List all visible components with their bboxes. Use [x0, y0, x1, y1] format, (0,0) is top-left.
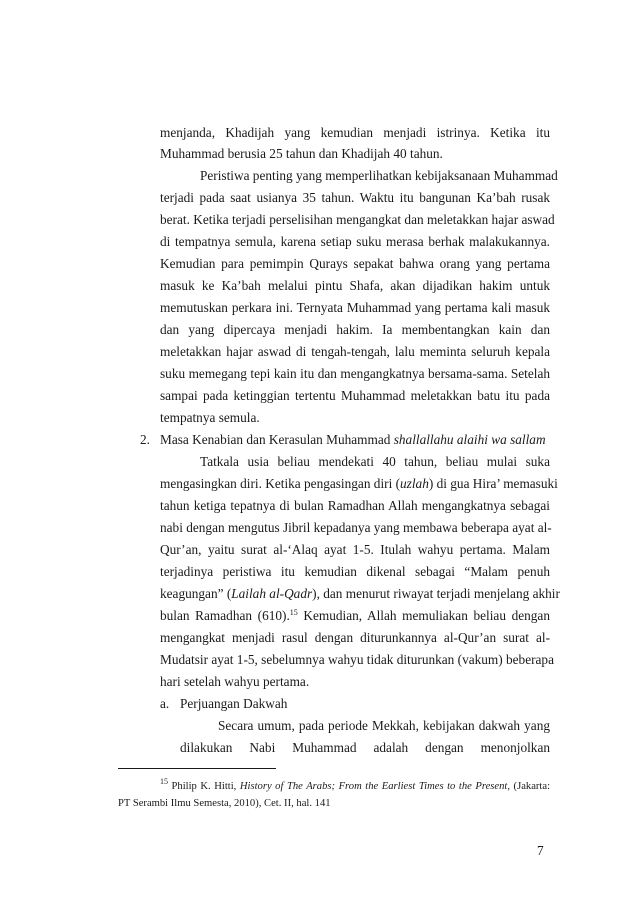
body-line: menjanda, Khadijah yang kemudian menjadi istrinya. Ketika itu — [160, 125, 550, 140]
footnote-ref: 15 — [289, 608, 298, 617]
body-line: Peristiwa penting yang memperlihatkan kebijaksanaan Muhammad — [200, 168, 558, 183]
body-line: masuk ke Ka’bah melalui pintu Shafa, akan dijadikan hakim untuk — [160, 278, 550, 293]
sub-list-letter: a. — [160, 696, 170, 711]
list-item-number: 2. — [140, 432, 150, 447]
body-line: tempatnya semula. — [160, 410, 260, 425]
text-run: ), dan menurut riwayat terjadi menjelang akhir — [312, 586, 560, 601]
body-line: Qur’an, yaitu surat al-‘Alaq ayat 1-5. Itulah wahyu pertama. Malam — [160, 542, 550, 557]
body-line: berat. Ketika terjadi perselisihan mengangkat dan meletakkan hajar aswad — [160, 212, 555, 227]
body-line — [160, 586, 560, 602]
footnote-author: Philip K. Hitti, — [168, 781, 240, 792]
body-line: meletakkan hajar aswad di tengah-tengah, lalu meminta seluruh kepala — [160, 344, 550, 359]
body-line: dan yang dipercaya menjadi hakim. Ia membentangkan kain dan — [160, 322, 550, 337]
footnote-separator — [118, 768, 276, 769]
page-number: 7 — [537, 843, 544, 858]
body-line: terjadi pada saat usianya 35 tahun. Waktu itu bangunan Ka’bah rusak — [160, 190, 550, 205]
section-heading-italic: shallallahu alaihi wa sallam — [393, 432, 546, 447]
body-line: sampai pada ketinggian tertentu Muhammad meletakkan batu itu pada — [160, 388, 550, 403]
footnote-line — [160, 777, 551, 793]
section-heading — [160, 432, 546, 448]
text-run: keagungan” ( — [160, 586, 232, 601]
body-line: tahun ketiga tepatnya di bulan Ramadhan Allah mengangkatnya sebagai — [160, 498, 550, 513]
italic-term: uzlah — [400, 476, 429, 491]
body-line: di tempatnya semula, karena setiap suku merasa berhak malakukannya. — [160, 234, 550, 249]
text-run: mengasingkan diri. Ketika pengasingan diri ( — [160, 476, 401, 491]
section-heading-text: Masa Kenabian dan Kerasulan Muhammad — [160, 432, 394, 447]
footnote-line: PT Serambi Ilmu Semesta, 2010), Cet. II, hal. 141 — [118, 798, 331, 809]
sub-section-heading: Perjuangan Dakwah — [180, 696, 288, 711]
text-run: Kemudian, Allah memuliakan beliau dengan — [297, 608, 550, 623]
body-line: Secara umum, pada periode Mekkah, kebijakan dakwah yang — [218, 718, 550, 733]
footnote-number: 15 — [160, 777, 168, 786]
body-line: hari setelah wahyu pertama. — [160, 674, 310, 689]
body-line: memutuskan perkara ini. Ternyata Muhammad yang pertama kali masuk — [160, 300, 550, 315]
italic-term: Lailah al-Qadr — [231, 586, 313, 601]
text-run: ) di gua Hira’ memasuki — [428, 476, 558, 491]
body-line: suku memegang tepi kain itu dan mengangkatnya bersama-sama. Setelah — [160, 366, 550, 381]
text-run: bulan Ramadhan (610). — [160, 608, 290, 623]
body-line: terjadinya peristiwa itu kemudian dikenal sebagai “Malam penuh — [160, 564, 550, 579]
body-line: Mudatsir ayat 1-5, sebelumnya wahyu tidak diturunkan (vakum) beberapa — [160, 652, 554, 667]
body-line — [160, 476, 558, 492]
body-line: mengangkat menjadi rasul dengan diturunkannya al-Qur’an surat al- — [160, 630, 550, 645]
footnote-publisher: (Jakarta: — [510, 781, 551, 792]
footnote-title: History of The Arabs; From the Earliest Times to the Present, — [239, 781, 510, 792]
body-line: Tatkala usia beliau mendekati 40 tahun, beliau mulai suka — [200, 454, 550, 469]
body-line: Kemudian para pemimpin Qurays sepakat bahwa orang yang pertama — [160, 256, 550, 271]
body-line: dilakukan Nabi Muhammad adalah dengan menonjolkan — [180, 740, 550, 755]
body-line: nabi dengan mengutus Jibril kepadanya yang membawa beberapa ayat al- — [160, 520, 552, 535]
body-line: Muhammad berusia 25 tahun dan Khadijah 40 tahun. — [160, 146, 443, 161]
body-line — [160, 608, 550, 624]
